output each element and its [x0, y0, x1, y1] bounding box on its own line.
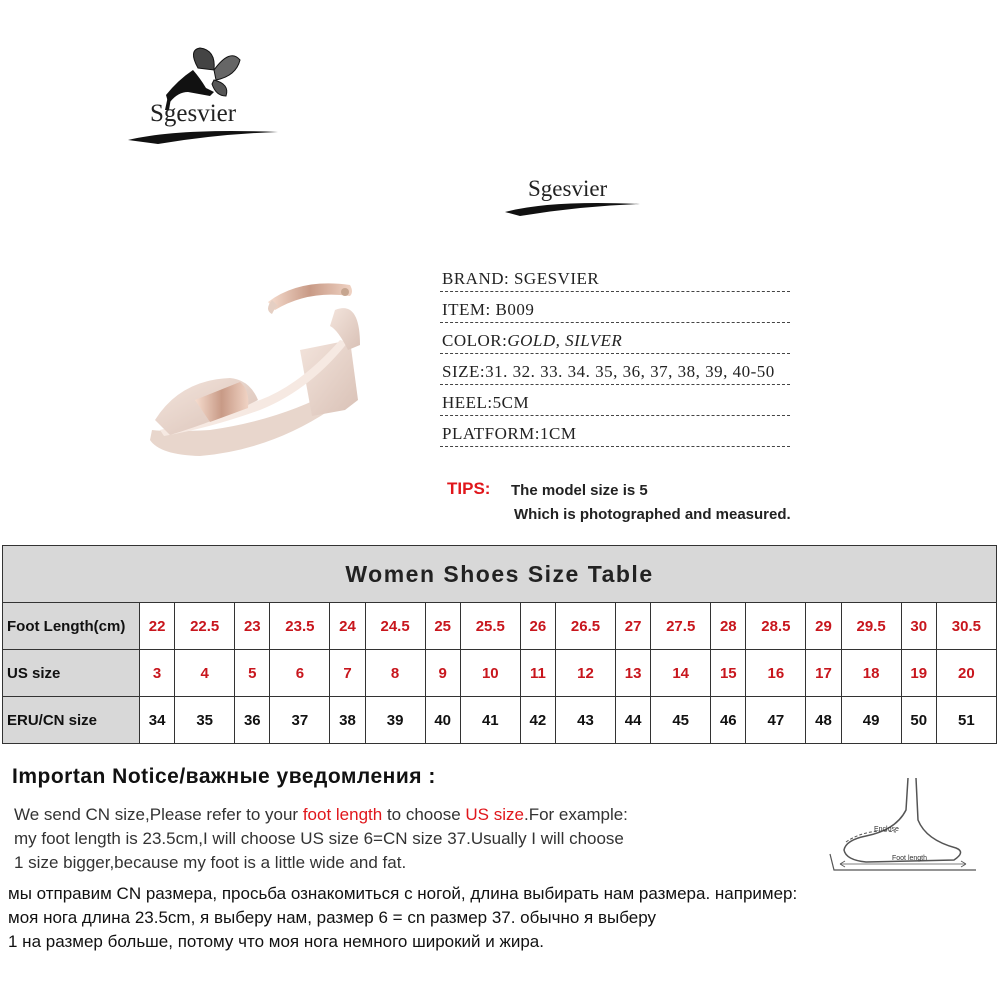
us-size-cell: 15	[711, 650, 746, 697]
foot-length-cell: 23.5	[270, 603, 330, 650]
tips	[447, 479, 791, 523]
eu-size-row	[3, 697, 997, 744]
enclose-label: Enclose	[874, 826, 899, 833]
foot-diagram	[826, 770, 986, 880]
foot-length-cell: 23	[235, 603, 270, 650]
us-size-cell: 19	[901, 650, 936, 697]
us-size-cell: 12	[555, 650, 615, 697]
size-text: SIZE:31. 32. 33. 34. 35, 36, 37, 38, 39, 40-50	[442, 362, 775, 381]
foot-length-cell: 30	[901, 603, 936, 650]
foot-length-cell: 28	[711, 603, 746, 650]
us-size-cell: 20	[936, 650, 996, 697]
notice-english	[14, 803, 628, 875]
notice-en-highlight-us-size: US size	[465, 805, 524, 824]
foot-length-cell: 28.5	[746, 603, 806, 650]
us-size-cell: 3	[140, 650, 175, 697]
foot-length-cell: 22	[140, 603, 175, 650]
foot-length-cell: 27.5	[651, 603, 711, 650]
us-size-cell: 8	[365, 650, 425, 697]
notice-en-line-3: 1 size bigger,because my foot is a little wide and fat.	[14, 853, 407, 872]
brand-text: BRAND: SGESVIER	[442, 269, 600, 288]
us-size-row	[3, 650, 997, 697]
eu-size-cell: 35	[175, 697, 235, 744]
us-size-cell: 18	[841, 650, 901, 697]
info-brand	[440, 268, 840, 299]
brand-logo	[118, 40, 288, 160]
tips-label: TIPS:	[447, 479, 491, 498]
foot-length-diagram-label: Foot length	[892, 855, 928, 862]
product-info	[440, 268, 840, 454]
sandal-image	[140, 270, 380, 470]
notice-title: Importan Notice/важные уведомления :	[12, 765, 436, 788]
tips-line-2: Which is photographed and measured.	[514, 506, 791, 523]
eu-size-cell: 45	[651, 697, 711, 744]
us-size-cell: 14	[651, 650, 711, 697]
notice-ru-line-3: 1 на размер больше, потому что моя нога немного широкий и жира.	[8, 932, 544, 951]
foot-length-cell: 27	[616, 603, 651, 650]
brand-logo-small	[500, 170, 650, 220]
item-text: ITEM: B009	[442, 300, 535, 319]
foot-length-row	[3, 603, 997, 650]
foot-length-cell: 25	[425, 603, 460, 650]
color-value: GOLD, SILVER	[507, 331, 623, 350]
eu-size-cell: 47	[746, 697, 806, 744]
us-size-cell: 10	[460, 650, 520, 697]
us-size-cell: 13	[616, 650, 651, 697]
notice-en-1e: .For example:	[523, 805, 628, 824]
brand-logo-text: Sgesvier	[150, 100, 237, 127]
size-table	[2, 545, 997, 744]
notice-en-line-1	[14, 803, 628, 827]
info-size	[440, 361, 840, 392]
notice-russian	[8, 882, 797, 954]
us-size-cell: 6	[270, 650, 330, 697]
size-table-title: Women Shoes Size Table	[3, 546, 997, 603]
notice-en-1c: to choose	[382, 805, 466, 824]
notice-en-line-2: my foot length is 23.5cm,I will choose US size 6=CN size 37.Usually I will choose	[14, 829, 624, 848]
notice-ru-line-2: моя нога длина 23.5cm, я выберу нам, размер 6 = cn размер 37. обычно я выберу	[8, 908, 656, 927]
us-size-cell: 7	[330, 650, 365, 697]
us-size-cell: 9	[425, 650, 460, 697]
foot-length-cell: 29.5	[841, 603, 901, 650]
notice-en-1a: We send CN size,Please refer to your	[14, 805, 303, 824]
foot-length-cell: 26	[520, 603, 555, 650]
brand-logo-small-text: Sgesvier	[528, 176, 608, 201]
notice-ru-line-1: мы отправим CN размера, просьба ознакомиться с ногой, длина выбирать нам размера. например:	[8, 884, 798, 903]
eu-size-cell: 51	[936, 697, 996, 744]
color-label: COLOR:	[442, 331, 508, 350]
info-platform	[440, 423, 840, 454]
eu-size-label: ERU/CN size	[3, 697, 140, 744]
eu-size-cell: 36	[235, 697, 270, 744]
us-size-cell: 16	[746, 650, 806, 697]
info-item	[440, 299, 840, 330]
eu-size-cell: 40	[425, 697, 460, 744]
platform-text: PLATFORM:1CM	[442, 424, 577, 443]
foot-measure-icon	[826, 770, 986, 880]
us-size-cell: 5	[235, 650, 270, 697]
eu-size-cell: 49	[841, 697, 901, 744]
eu-size-cell: 46	[711, 697, 746, 744]
foot-length-cell: 29	[806, 603, 841, 650]
foot-length-cell: 22.5	[175, 603, 235, 650]
tips-line-1: The model size is 5	[511, 482, 648, 499]
us-size-cell: 11	[520, 650, 555, 697]
foot-length-cell: 26.5	[555, 603, 615, 650]
eu-size-cell: 44	[616, 697, 651, 744]
eu-size-cell: 43	[555, 697, 615, 744]
eu-size-cell: 39	[365, 697, 425, 744]
eu-size-cell: 42	[520, 697, 555, 744]
info-heel	[440, 392, 840, 423]
info-color	[440, 330, 840, 361]
heel-text: HEEL:5CM	[442, 393, 530, 412]
us-size-cell: 4	[175, 650, 235, 697]
us-size-label: US size	[3, 650, 140, 697]
foot-length-cell: 24	[330, 603, 365, 650]
eu-size-cell: 48	[806, 697, 841, 744]
foot-length-cell: 30.5	[936, 603, 996, 650]
foot-length-cell: 25.5	[460, 603, 520, 650]
us-size-cell: 17	[806, 650, 841, 697]
eu-size-cell: 38	[330, 697, 365, 744]
eu-size-cell: 37	[270, 697, 330, 744]
eu-size-cell: 34	[140, 697, 175, 744]
foot-length-cell: 24.5	[365, 603, 425, 650]
foot-length-label: Foot Length(cm)	[3, 603, 140, 650]
notice-en-highlight-foot-length: foot length	[302, 805, 383, 824]
eu-size-cell: 41	[460, 697, 520, 744]
eu-size-cell: 50	[901, 697, 936, 744]
